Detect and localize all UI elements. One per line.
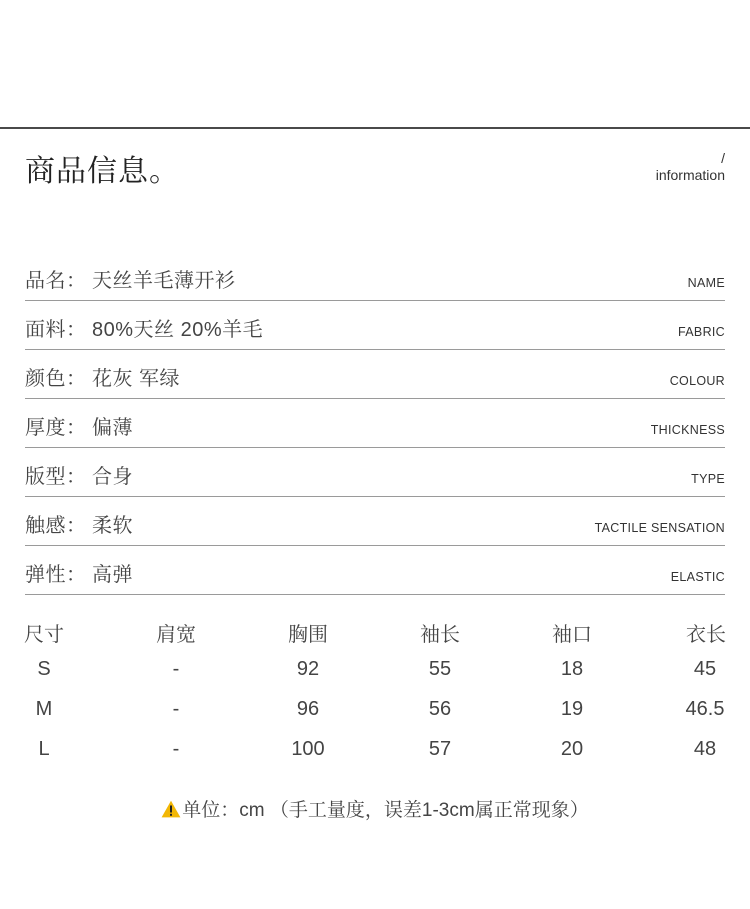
info-en-label: TYPE <box>691 472 725 486</box>
info-label: 颜色： <box>25 368 87 390</box>
section-title: 商品信息。 <box>25 154 180 189</box>
info-value: 合身 <box>92 466 133 488</box>
top-divider <box>0 127 750 129</box>
table-cell: 100 <box>291 738 325 760</box>
warning-icon <box>161 800 181 818</box>
info-label: 弹性： <box>25 564 87 586</box>
table-cell: 56 <box>428 698 452 720</box>
header-cell: 袖口 <box>552 624 592 646</box>
table-row <box>0 652 750 692</box>
measurement-note <box>0 795 750 822</box>
table-cell: - <box>172 698 180 720</box>
size-table <box>0 612 750 772</box>
table-cell: 19 <box>560 698 584 720</box>
table-row <box>0 692 750 732</box>
info-label: 面料： <box>25 319 87 341</box>
table-cell: 92 <box>296 658 320 680</box>
info-value: 偏薄 <box>92 417 133 439</box>
header-cell: 尺寸 <box>24 624 64 646</box>
table-cell: 46.5 <box>685 698 725 720</box>
info-row-elastic <box>25 546 725 595</box>
info-row-colour <box>25 350 725 399</box>
info-value: 80%天丝 20%羊毛 <box>92 319 264 341</box>
table-row <box>0 732 750 772</box>
header-cell: 肩宽 <box>156 624 196 646</box>
info-row-type <box>25 448 725 497</box>
info-label: 版型： <box>25 466 87 488</box>
info-value: 花灰 军绿 <box>92 368 181 390</box>
table-cell: M <box>35 698 53 720</box>
info-en-label: THICKNESS <box>650 423 725 437</box>
info-label: 厚度： <box>25 417 87 439</box>
info-en-label: COLOUR <box>669 374 725 388</box>
info-value: 天丝羊毛薄开衫 <box>92 270 236 292</box>
subtitle-text: information <box>655 167 725 183</box>
table-cell: 20 <box>560 738 584 760</box>
info-label: 品名： <box>25 270 87 292</box>
table-cell: 55 <box>428 658 452 680</box>
info-en-label: ELASTIC <box>670 570 725 584</box>
info-en-label: TACTILE SENSATION <box>594 521 725 535</box>
size-table-header <box>0 612 750 652</box>
info-row-tactile <box>25 497 725 546</box>
info-en-label: FABRIC <box>678 325 725 339</box>
table-cell: L <box>38 738 50 760</box>
info-en-label: NAME <box>687 276 725 290</box>
header-cell: 袖长 <box>420 624 460 646</box>
table-cell: 48 <box>693 738 717 760</box>
table-cell: 18 <box>560 658 584 680</box>
info-label: 触感： <box>25 515 87 537</box>
table-cell: 57 <box>428 738 452 760</box>
note-text: 单位：cm （手工量度，误差1-3cm属正常现象） <box>182 800 589 821</box>
table-cell: S <box>37 658 51 680</box>
table-cell: 96 <box>296 698 320 720</box>
info-value: 柔软 <box>92 515 133 537</box>
section-subtitle <box>656 150 725 184</box>
product-info-list <box>25 252 725 595</box>
table-cell: 45 <box>693 658 717 680</box>
header-cell: 胸围 <box>288 624 328 646</box>
info-row-name <box>25 252 725 301</box>
info-row-fabric <box>25 301 725 350</box>
subtitle-slash: / <box>721 150 725 166</box>
table-cell: - <box>172 738 180 760</box>
info-row-thickness <box>25 399 725 448</box>
table-cell: - <box>172 658 180 680</box>
header-cell: 衣长 <box>686 624 726 646</box>
info-value: 高弹 <box>92 564 133 586</box>
